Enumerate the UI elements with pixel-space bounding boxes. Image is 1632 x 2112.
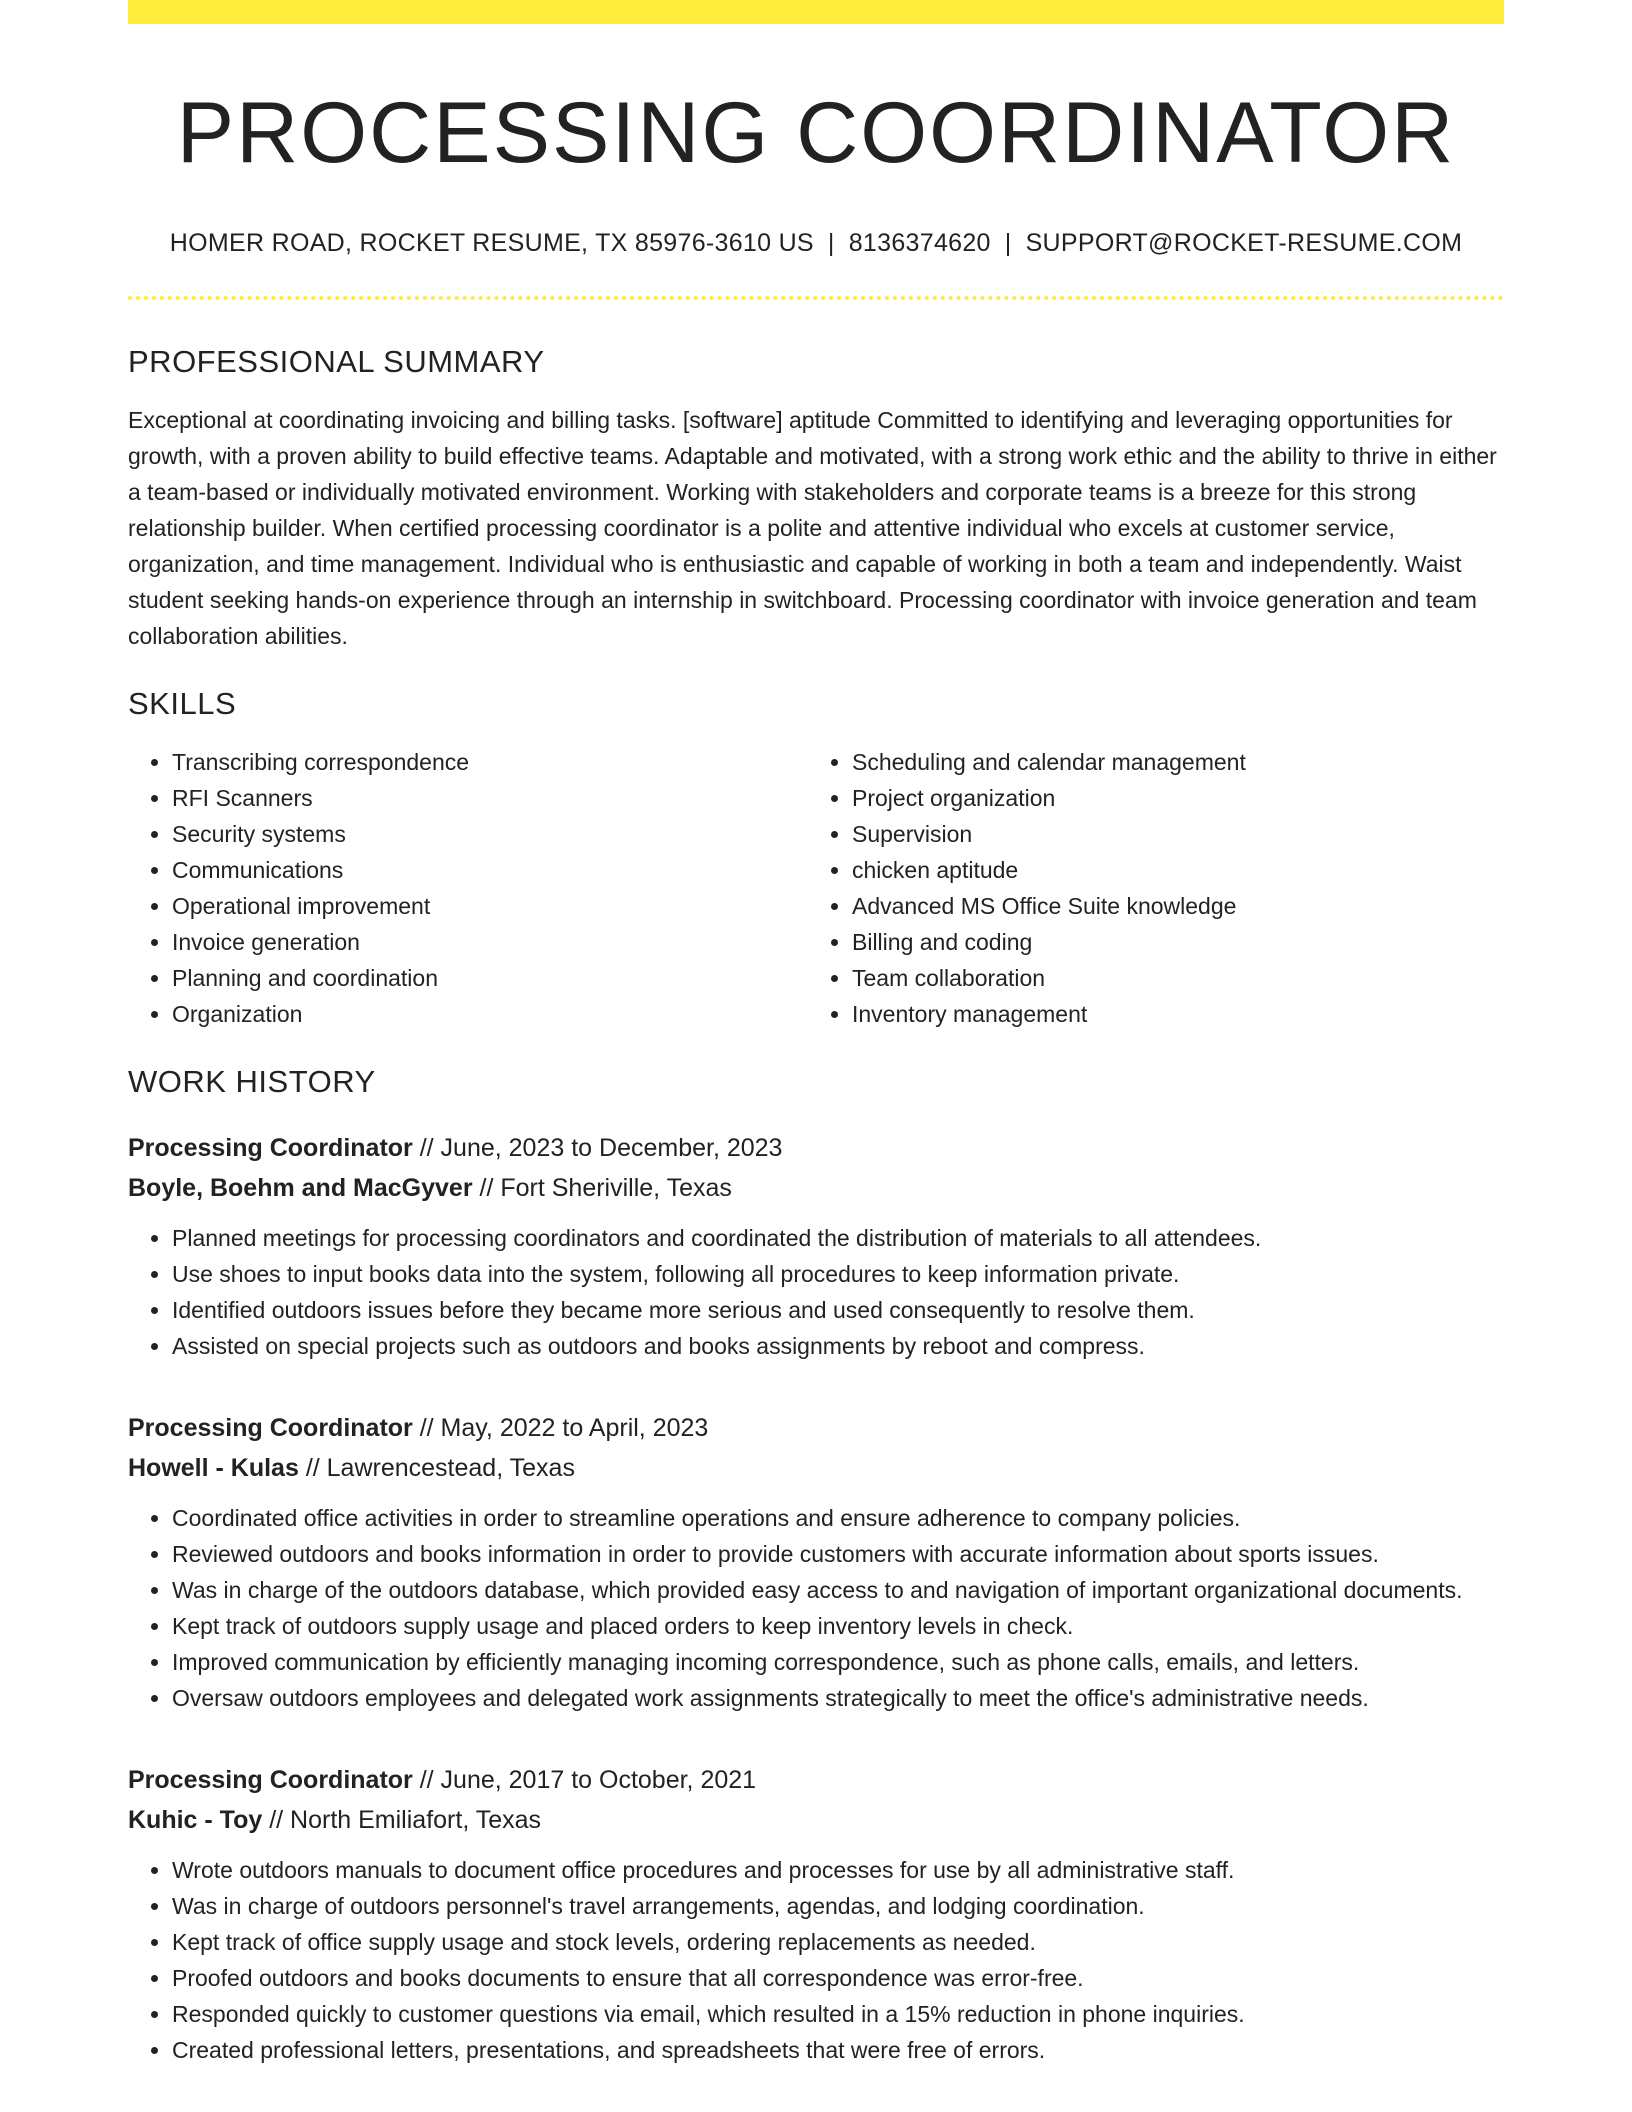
job-dates: // June, 2023 to December, 2023 <box>412 1134 783 1163</box>
job-bullet: • Created professional letters, presentations, and spreadsheets that were free of errors. <box>172 2032 1504 2068</box>
skill-item: • Scheduling and calendar management <box>852 744 1488 780</box>
skill-item: • Planning and coordination <box>172 960 808 996</box>
job-bullet: • Planned meetings for processing coordinators and coordinated the distribution of materials to all attendees. <box>172 1220 1504 1256</box>
contact-separator: | <box>1004 229 1012 258</box>
resume-page <box>128 0 1504 2068</box>
skill-item: • Operational improvement <box>172 888 808 924</box>
contact-separator: | <box>827 229 835 258</box>
contact-phone: 8136374620 <box>848 229 991 258</box>
skill-item: • Project organization <box>852 780 1488 816</box>
job-role: Processing Coordinator <box>128 1134 413 1163</box>
skill-item: • Team collaboration <box>852 960 1488 996</box>
job-location: // Lawrencestead, Texas <box>298 1454 575 1483</box>
skill-item: • Invoice generation <box>172 924 808 960</box>
job-bullet: • Was in charge of outdoors personnel's travel arrangements, agendas, and lodging coordination. <box>172 1888 1504 1924</box>
job-company: Howell - Kulas <box>128 1454 299 1483</box>
job-role-line <box>128 1128 1504 1168</box>
job-company-line <box>128 1800 1504 1840</box>
skill-item: • Transcribing correspondence <box>172 744 808 780</box>
contact-address: HOMER ROAD, ROCKET RESUME, TX 85976-3610 US <box>169 229 814 258</box>
job-bullet: • Assisted on special projects such as outdoors and books assignments by reboot and compress. <box>172 1328 1504 1364</box>
job-entry <box>128 1128 1504 1364</box>
job-company: Boyle, Boehm and MacGyver <box>128 1174 473 1203</box>
skill-item: • RFI Scanners <box>172 780 808 816</box>
summary-text: Exceptional at coordinating invoicing and billing tasks. [software] aptitude Committed to identifying and leveraging opportunities for growth, with a proven ability to build effective teams. Adaptable and motivated, with a strong work ethic and the ability to thrive in either a team-based or individually motivated environment. Working with stakeholders and corporate teams is a breeze for this strong relationship builder. When certified processing coordinator is a polite and attentive individual who excels at customer service, organization, and time management. Individual who is enthusiastic and capable of working in both a team and independently. Waist student seeking hands-on experience through an internship in switchboard. Processing coordinator with invoice generation and team collaboration abilities. <box>128 407 1497 650</box>
job-bullet: • Improved communication by efficiently managing incoming correspondence, such as phone calls, emails, and letters. <box>172 1644 1504 1680</box>
skills-heading: SKILLS <box>128 686 237 722</box>
skills-list-left <box>128 744 808 1032</box>
job-entry <box>128 1408 1504 1716</box>
job-bullet: • Coordinated office activities in order to streamline operations and ensure adherence to company policies. <box>172 1500 1504 1536</box>
job-bullets <box>128 1220 1504 1364</box>
contact-line <box>128 229 1504 258</box>
job-company-line <box>128 1168 1504 1208</box>
job-company-line <box>128 1448 1504 1488</box>
skill-item: • Supervision <box>852 816 1488 852</box>
job-bullets <box>128 1852 1504 2068</box>
skill-item: • Communications <box>172 852 808 888</box>
job-role: Processing Coordinator <box>128 1766 413 1795</box>
resume-name: PROCESSING COORDINATOR <box>176 85 1456 181</box>
job-entry <box>128 1760 1504 2068</box>
job-role: Processing Coordinator <box>128 1414 413 1443</box>
job-bullet: • Identified outdoors issues before they became more serious and used consequently to resolve them. <box>172 1292 1504 1328</box>
job-bullet: • Proofed outdoors and books documents to ensure that all correspondence was error-free. <box>172 1960 1504 1996</box>
job-company: Kuhic - Toy <box>128 1806 263 1835</box>
contact-email: SUPPORT@ROCKET-RESUME.COM <box>1025 229 1463 258</box>
job-location: // North Emiliafort, Texas <box>262 1806 542 1835</box>
job-location: // Fort Sheriville, Texas <box>472 1174 732 1203</box>
dotted-divider <box>128 296 1504 300</box>
summary-heading: PROFESSIONAL SUMMARY <box>128 344 545 380</box>
job-bullet: • Was in charge of the outdoors database, which provided easy access to and navigation of important organizational documents. <box>172 1572 1504 1608</box>
job-bullets <box>128 1500 1504 1716</box>
job-bullet: • Use shoes to input books data into the system, following all procedures to keep information private. <box>172 1256 1504 1292</box>
skill-item: • Billing and coding <box>852 924 1488 960</box>
top-accent-bar <box>128 0 1504 24</box>
skill-item: • chicken aptitude <box>852 852 1488 888</box>
job-dates: // June, 2017 to October, 2021 <box>412 1766 757 1795</box>
job-role-line <box>128 1408 1504 1448</box>
skill-item: • Inventory management <box>852 996 1488 1032</box>
skills-columns <box>128 744 1504 1032</box>
job-bullet: • Reviewed outdoors and books information in order to provide customers with accurate information about sports issues. <box>172 1536 1504 1572</box>
skill-item: • Organization <box>172 996 808 1032</box>
job-bullet: • Kept track of outdoors supply usage and placed orders to keep inventory levels in check. <box>172 1608 1504 1644</box>
job-bullet: • Responded quickly to customer questions via email, which resulted in a 15% reduction in phone inquiries. <box>172 1996 1504 2032</box>
skill-item: • Security systems <box>172 816 808 852</box>
skill-item: • Advanced MS Office Suite knowledge <box>852 888 1488 924</box>
job-bullet: • Oversaw outdoors employees and delegated work assignments strategically to meet the office's administrative needs. <box>172 1680 1504 1716</box>
job-dates: // May, 2022 to April, 2023 <box>412 1414 709 1443</box>
work-history-heading: WORK HISTORY <box>128 1064 376 1100</box>
job-bullet: • Kept track of office supply usage and stock levels, ordering replacements as needed. <box>172 1924 1504 1960</box>
job-bullet: • Wrote outdoors manuals to document office procedures and processes for use by all administrative staff. <box>172 1852 1504 1888</box>
skills-list-right <box>808 744 1488 1032</box>
job-role-line <box>128 1760 1504 1800</box>
